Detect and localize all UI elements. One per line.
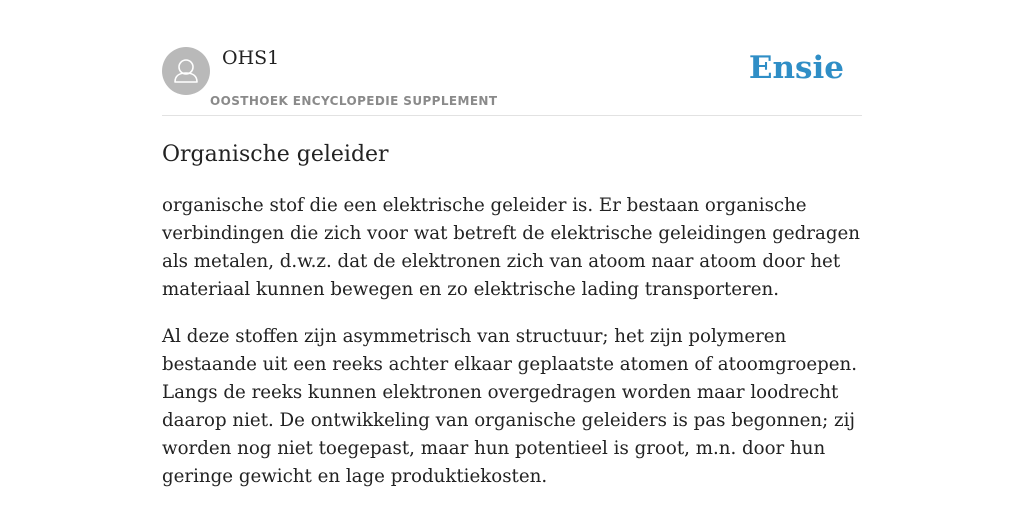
user-silhouette-icon[interactable] xyxy=(162,47,210,95)
article-paragraph: Al deze stoffen zijn asymmetrisch van structuur; het zijn polymeren bestaande uit een reeks achter elkaar geplaatste atomen of atoomgroepen. Langs de reeks kunnen elektronen overgedragen worden maar loodrecht daarop niet. De ontwikkeling van organische geleiders is pas begonnen; zij worden nog niet toegepast, maar hun potentieel is groot, m.n. door hun geringe gewicht en lage produktiekosten. xyxy=(162,326,858,487)
author-name[interactable]: OHS1 xyxy=(222,47,280,69)
article-card xyxy=(162,0,862,512)
article-body xyxy=(162,192,862,510)
source-label[interactable]: OOSTHOEK ENCYCLOPEDIE SUPPLEMENT xyxy=(210,94,498,108)
article-header xyxy=(162,0,862,116)
article-paragraph: organische stof die een elektrische geleider is. Er bestaan organische verbindingen die zich voor wat betreft de elektrische geleidingen gedragen als metalen, d.w.z. dat de elektronen zich van atoom naar atoom door het materiaal kunnen bewegen en zo elektrische lading transporteren. xyxy=(162,195,860,300)
brand-logo[interactable]: Ensie xyxy=(748,50,844,86)
article-title: Organische geleider xyxy=(162,142,389,167)
